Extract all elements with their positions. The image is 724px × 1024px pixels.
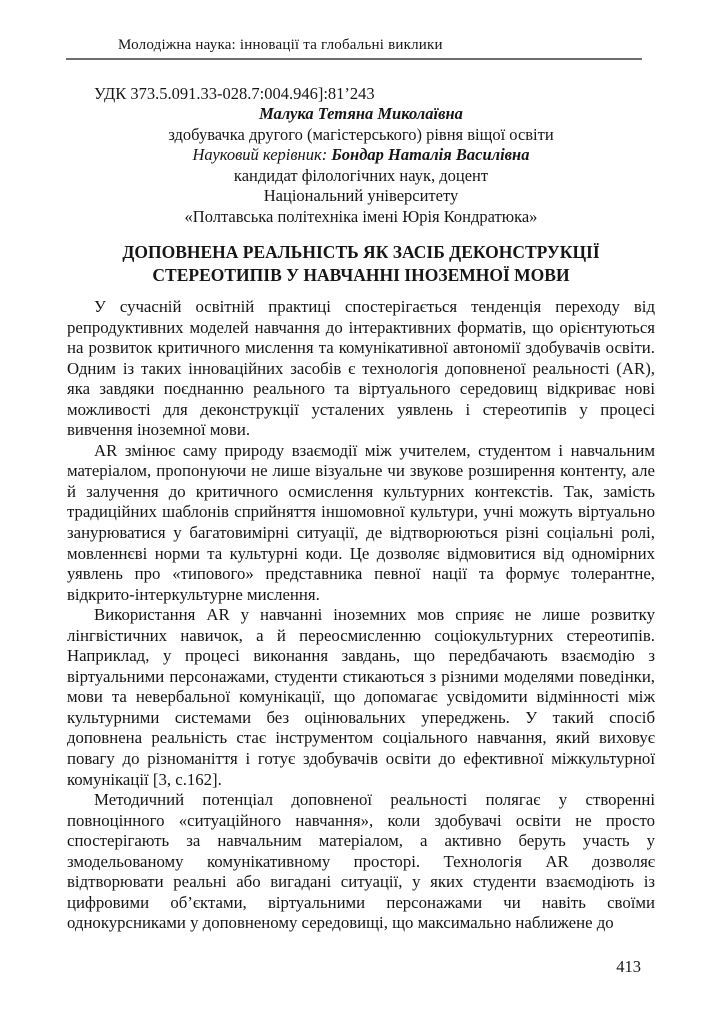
institution-line-2: «Полтавська політехніка імені Юрія Кондратюка»: [184, 206, 538, 226]
supervisor-line: [67, 145, 655, 166]
supervisor-label: Науковий керівник:: [192, 145, 332, 165]
author-name: Малука Тетяна Миколаївна: [259, 104, 463, 123]
author-role: здобувачка другого (магістерського) рівня віщої освіти: [168, 124, 554, 144]
article-paragraph-3: Використання AR у навчанні іноземних мов сприяє не лише розвитку лінгвістичних навичок, а й переосмисленню соціокультурних стереотипів. Наприклад, у процесі виконання завдань, що передбачають взаємодію з віртуальними персонажами, студенти стикаються з різними моделями поведінки, мови та невербальної комунікації, що допомагає усвідомити відмінності між культурними системами без оцінювальних упереджень. У такий спосіб доповнена реальність стає інструментом соціального навчання, який виховує повагу до різноманіття і готує здобувачів освіти до ефективної міжкультурної комунікації [3, с.162].: [67, 605, 655, 789]
page-number: 413: [616, 957, 641, 976]
author-block: [67, 104, 655, 228]
institution-line-1: Національний університету: [263, 186, 459, 206]
header-rule: [66, 58, 642, 60]
supervisor-degree: кандидат філологічних наук, доцент: [233, 165, 489, 185]
article-title: ДОПОВНЕНА РЕАЛЬНІСТЬ ЯК ЗАСІБ ДЕКОНСТРУКЦІЇ СТЕРЕОТИПІВ У НАВЧАННІ ІНОЗЕМНОЇ МОВИ: [122, 242, 600, 285]
supervisor-name: Бондар Наталія Василівна: [331, 145, 530, 165]
udc-code: УДК 373.5.091.33-028.7:004.946]:81’243: [94, 84, 375, 103]
article-body: [67, 297, 655, 934]
article-paragraph-2: AR змінює саму природу взаємодії між учителем, студентом і навчальним матеріалом, пропонуючи не лише візуальне чи звукове розширення контенту, але й залучення до критичного осмислення культурних контекстів. Так, замість традиційних шаблонів сприйняття іншомовної культури, учні можуть віртуально занурюватися у багатовимірні ситуації, де відтворюються різні соціальні ролі, мовленнєві норми та культурні коди. Це дозволяє відмовитися від одномірних уявлень про «типового» представника певної нації та формує толерантне, відкрито-інтеркультурне мислення.: [67, 440, 655, 604]
running-header-journal-title: Молодіжна наука: інновації та глобальні виклики: [118, 37, 443, 53]
article-paragraph-4: Методичний потенціал доповненої реальності полягає у створенні повноцінного «ситуаційного навчання», коли здобувачі освіти не просто спостерігають за навчальним матеріалом, а активно беруть участь у змодельованому комунікативному просторі. Технологія AR дозволяє відтворювати реальні або вигадані ситуації, у яких студенти взаємодіють із цифровими об’єктами, віртуальними персонажами чи навіть своїми однокурсниками у доповненому середовищі, що максимально наближене до: [67, 790, 655, 933]
article-paragraph-1: У сучасній освітній практиці спостерігається тенденція переходу від репродуктивних моделей навчання до інтерактивних форматів, що орієнтуються на розвиток критичного мислення та комунікативної автономії здобувачів освіти. Одним із таких інноваційних засобів є технологія доповненої реальності (AR), яка завдяки поєднанню реального та віртуального середовищ відкриває нові можливості для деконструкції усталених уявлень і стереотипів у процесі вивчення іноземної мови.: [67, 297, 655, 440]
